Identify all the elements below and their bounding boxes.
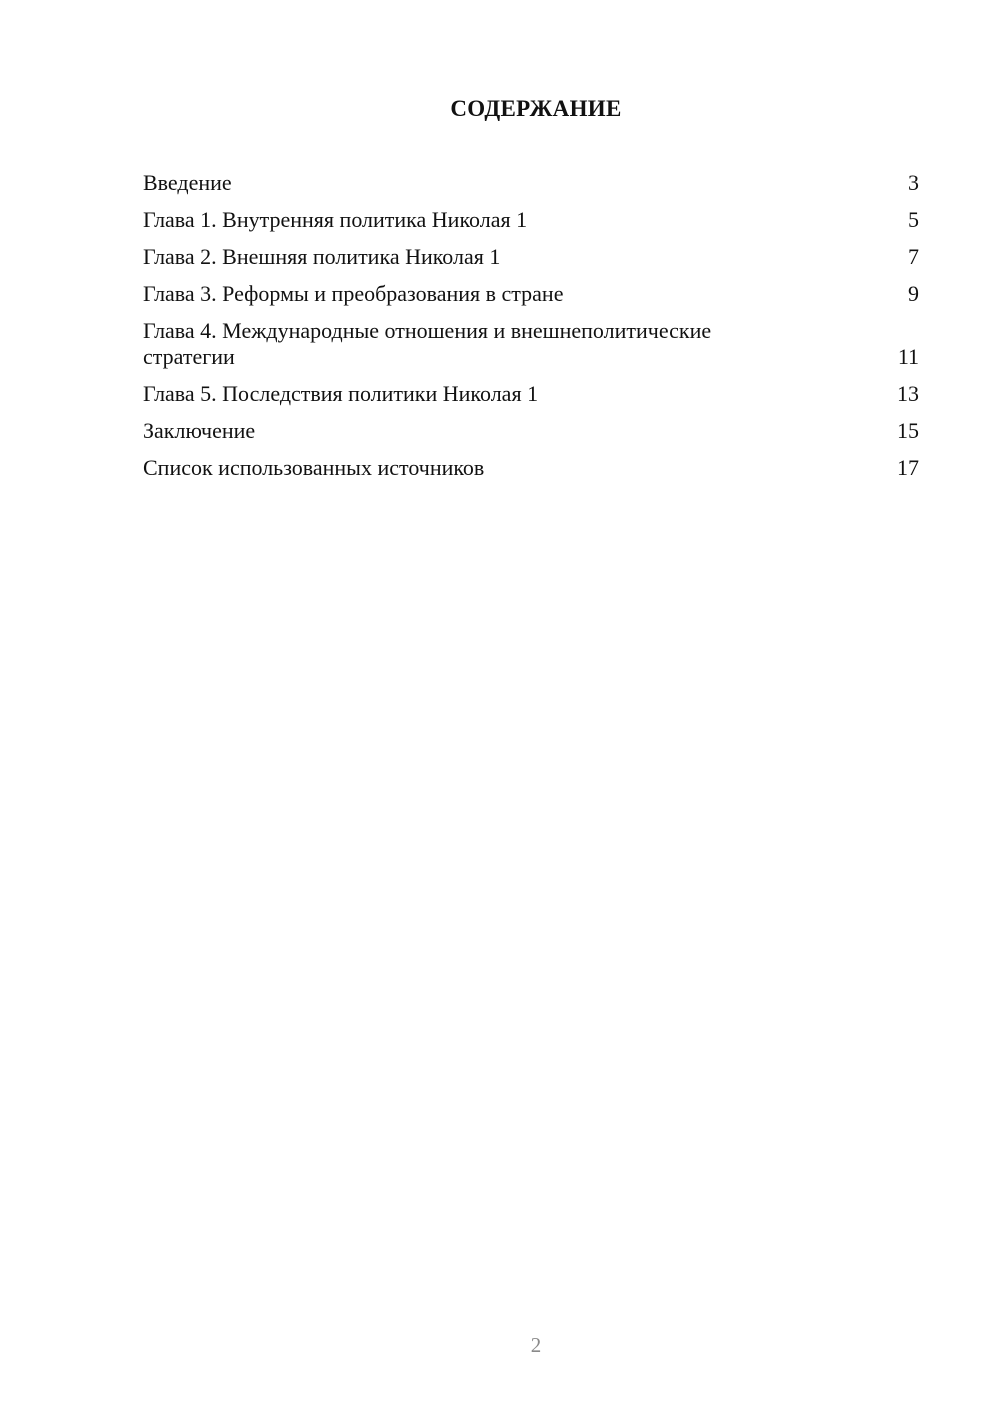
toc-entry-page: 5 <box>908 207 919 232</box>
toc-entry-title: Список использованных источников <box>143 455 485 480</box>
toc-entry-title: Введение <box>143 170 232 195</box>
toc-heading: СОДЕРЖАНИЕ <box>450 96 622 121</box>
toc-entry <box>143 418 919 444</box>
toc-entry-page: 15 <box>897 418 919 443</box>
toc-entry-page: 3 <box>908 170 919 195</box>
toc-entry <box>143 455 919 481</box>
toc-entry-page: 11 <box>897 344 919 369</box>
toc-entry-page: 17 <box>897 455 919 480</box>
toc-entry-title: Глава 2. Внешняя политика Николая 1 <box>143 244 501 269</box>
toc-entry <box>143 318 919 370</box>
toc-entry-page: 13 <box>897 381 919 406</box>
toc-entry-page: 7 <box>908 244 919 269</box>
toc-entry <box>143 170 919 196</box>
toc-entry-title: Заключение <box>143 418 256 443</box>
toc-entry <box>143 281 919 307</box>
toc-entry-title: Глава 1. Внутренняя политика Николая 1 <box>143 207 528 232</box>
toc-entry <box>143 207 919 233</box>
toc-entry <box>143 381 919 407</box>
page-number: 2 <box>530 1333 542 1357</box>
toc-entry-title: Глава 5. Последствия политики Николая 1 <box>143 381 539 406</box>
toc-entry <box>143 244 919 270</box>
toc-entry-title: Глава 4. Международные отношения и внешнеполитические стратегии <box>143 318 712 369</box>
table-of-contents <box>143 170 919 492</box>
toc-entry-title: Глава 3. Реформы и преобразования в стране <box>143 281 564 306</box>
toc-entry-page: 9 <box>908 281 919 306</box>
